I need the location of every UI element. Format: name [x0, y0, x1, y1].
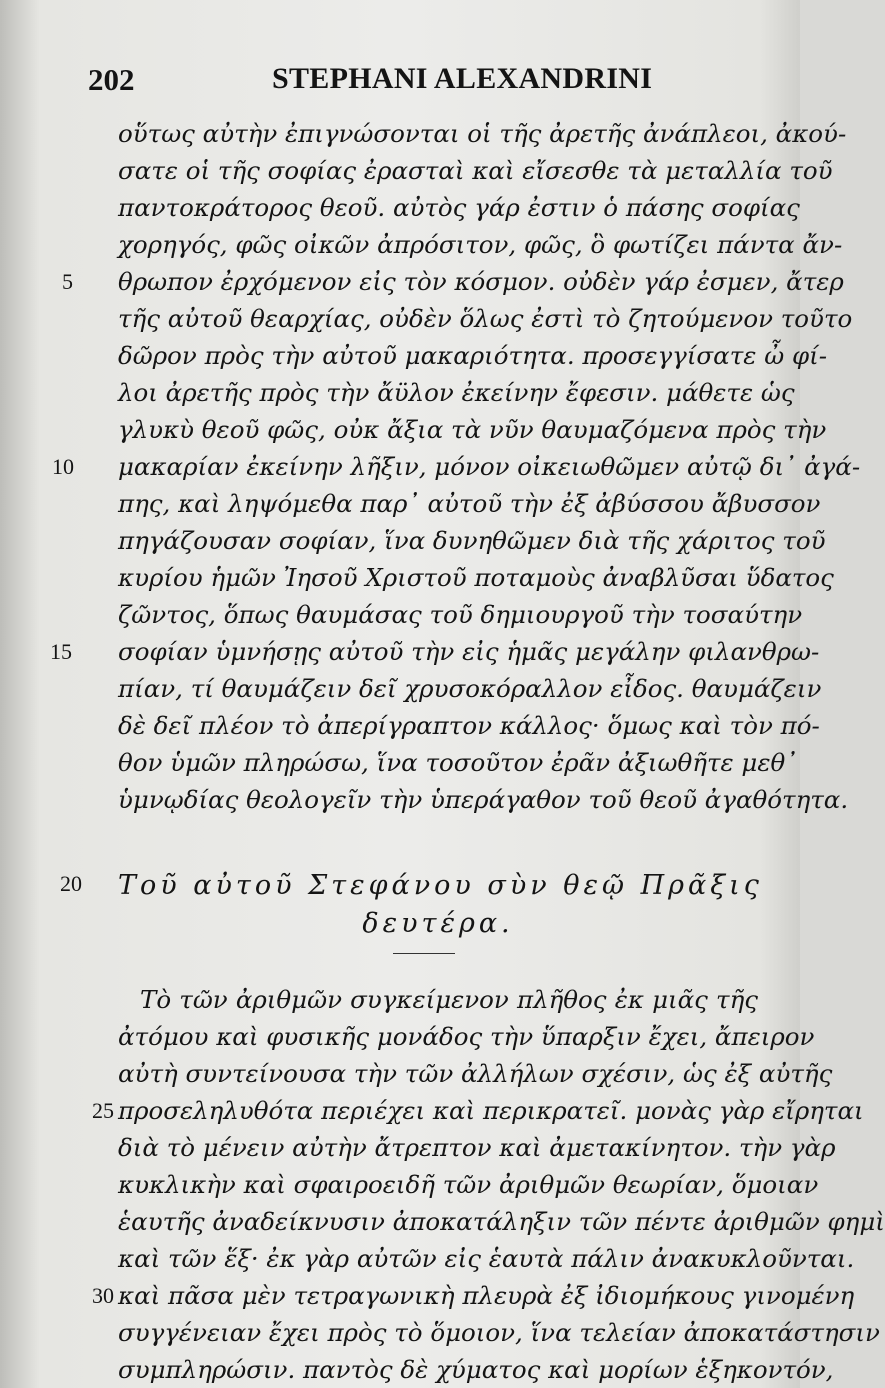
text-line: κυκλικὴν καὶ σφαιροειδῆ τῶν ἀριθμῶν θεωρίαν, ὅμοιαν: [118, 1170, 819, 1199]
text-line: σοφίαν ὑμνήσῃς αὐτοῦ τὴν εἰς ἡμᾶς μεγάλην φιλανθρω-: [118, 637, 820, 666]
text-line: λοι ἀρετῆς πρὸς τὴν ἄϋλον ἐκείνην ἔφεσιν. μάθετε ὡς: [118, 378, 795, 407]
text-line: πίαν, τί θαυμάζειν δεῖ χρυσοκόραλλον εἶδος. θαυμάζειν: [118, 674, 822, 703]
running-title: STEPHANI ALEXANDRINI: [272, 62, 653, 95]
text-line: γλυκὺ θεοῦ φῶς, οὐκ ἄξια τὰ νῦν θαυμαζόμενα πρὸς τὴν: [118, 415, 827, 444]
page-header: [0, 62, 800, 102]
text-line: τῆς αὐτοῦ θεαρχίας, οὐδὲν ὅλως ἐστὶ τὸ ζητούμενον τοῦτο: [118, 304, 853, 333]
text-line: ὑμνῳδίας θεολογεῖν τὴν ὑπεράγαθον τοῦ θεοῦ ἀγαθότητα.: [118, 785, 849, 814]
line-number: 5: [62, 269, 73, 294]
text-line: δῶρον πρὸς τὴν αὐτοῦ μακαριότητα. προσεγγίσατε ὦ φί-: [118, 341, 827, 370]
line-number: 25: [92, 1098, 114, 1123]
text-line: πης, καὶ ληψόμεθα παρ᾽ αὐτοῦ τὴν ἐξ ἀβύσσου ἄβυσσον: [118, 489, 821, 518]
page-number: 202: [88, 62, 135, 97]
text-line: παντοκράτορος θεοῦ. αὐτὸς γάρ ἐστιν ὁ πάσης σοφίας: [118, 193, 800, 222]
text-line: καὶ τῶν ἕξ· ἐκ γὰρ αὐτῶν εἰς ἑαυτὰ πάλιν ἀνακυκλοῦνται.: [118, 1244, 855, 1273]
text-line: αὐτὴ συντείνουσα τὴν τῶν ἀλλήλων σχέσιν, ὡς ἐξ αὐτῆς: [118, 1059, 833, 1088]
text-line: Τὸ τῶν ἀριθμῶν συγκείμενον πλῆθος ἐκ μιᾶς τῆς: [140, 985, 758, 1014]
line-number: 30: [92, 1283, 114, 1308]
text-line: συγγένειαν ἔχει πρὸς τὸ ὅμοιον, ἵνα τελείαν ἀποκατάστησιν: [118, 1318, 880, 1347]
line-number: 15: [50, 639, 72, 664]
text-line: ἀτόμου καὶ φυσικῆς μονάδος τὴν ὕπαρξιν ἔχει, ἄπειρον: [118, 1022, 815, 1051]
text-line: οὕτως αὐτὴν ἐπιγνώσονται οἱ τῆς ἀρετῆς ἀνάπλεοι, ἀκού-: [118, 119, 847, 148]
text-line: κυρίου ἡμῶν Ἰησοῦ Χριστοῦ ποταμοὺς ἀναβλῦσαι ὕδατος: [118, 563, 834, 592]
section-divider: [393, 953, 455, 954]
text-line: ζῶντος, ὅπως θαυμάσας τοῦ δημιουργοῦ τὴν τοσαύτην: [118, 600, 803, 629]
line-number: 10: [52, 454, 74, 479]
text-line: ἑαυτῆς ἀναδείκνυσιν ἀποκατάληξιν τῶν πέντε ἀριθμῶν φημὶ: [118, 1207, 885, 1236]
text-line: μακαρίαν ἐκείνην λῆξιν, μόνον οἰκειωθῶμεν αὐτῷ δι᾽ ἀγά-: [118, 452, 861, 481]
text-line: σατε οἱ τῆς σοφίας ἐρασταὶ καὶ εἴσεσθε τὰ μεταλλία τοῦ: [118, 156, 833, 185]
section-title: Τοῦ αὐτοῦ Στεφάνου σὺν θεῷ Πρᾶξις: [118, 870, 763, 901]
text-line: προσεληλυθότα περιέχει καὶ περικρατεῖ. μονὰς γὰρ εἴρηται: [118, 1096, 864, 1125]
text-line: θον ὑμῶν πληρώσω, ἵνα τοσοῦτον ἐρᾶν ἀξιωθῆτε μεθ᾽: [118, 748, 798, 777]
text-line: χορηγός, φῶς οἰκῶν ἀπρόσιτον, φῶς, ὃ φωτίζει πάντα ἄν-: [118, 230, 843, 259]
line-number: 20: [60, 871, 82, 896]
text-line: θρωπον ἐρχόμενον εἰς τὸν κόσμον. οὐδὲν γάρ ἐσμεν, ἄτερ: [118, 267, 844, 296]
text-line: καὶ πᾶσα μὲν τετραγωνικὴ πλευρὰ ἐξ ἰδιομήκους γινομένη: [118, 1281, 855, 1310]
text-line: δὲ δεῖ πλέον τὸ ἀπερίγραπτον κάλλος· ὅμως καὶ τὸν πό-: [118, 711, 820, 740]
text-line: συμπληρώσιν. παντὸς δὲ χύματος καὶ μορίων ἑξηκοντόν,: [118, 1355, 834, 1384]
section-subtitle: δευτέρα.: [362, 908, 514, 939]
text-line: πηγάζουσαν σοφίαν, ἵνα δυνηθῶμεν διὰ τῆς χάριτος τοῦ: [118, 526, 826, 555]
text-line: διὰ τὸ μένειν αὐτὴν ἄτρεπτον καὶ ἀμετακίνητον. τὴν γὰρ: [118, 1133, 836, 1162]
